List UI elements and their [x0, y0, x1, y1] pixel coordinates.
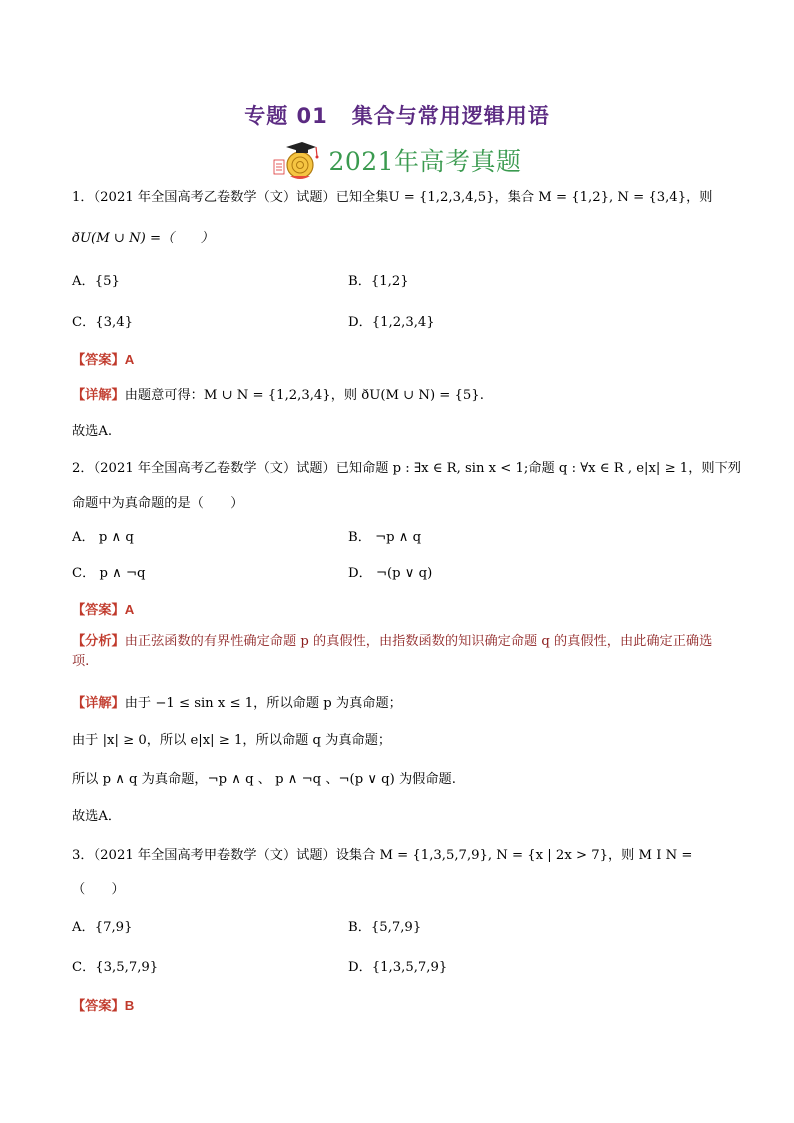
- q1-conclusion: 故选A.: [72, 424, 113, 439]
- q3-option-d: D．{1,3,5,7,9}: [348, 960, 448, 975]
- graduate-cartoon-logo-icon: [272, 138, 322, 182]
- q2-detail-line3: 所以 p ∧ q 为真命题，¬p ∧ q 、 p ∧ ¬q 、¬(p ∨ q) 为假命题.: [72, 772, 456, 787]
- answer-value: B: [124, 998, 135, 1013]
- page-title: [0, 100, 794, 130]
- title-topic-number: 专题 01: [244, 104, 328, 128]
- q1-option-a: A．{5}: [72, 274, 120, 289]
- q2-option-c: C． p ∧ ¬q: [72, 566, 146, 581]
- answer-value: A: [124, 602, 135, 617]
- q2-conclusion: 故选A．: [72, 809, 122, 824]
- detail-tag: 【详解】: [72, 388, 125, 403]
- detail-text: 由于 −1 ≤ sin x ≤ 1，所以命题 p 为真命题；: [124, 696, 402, 711]
- q2-detail: [72, 694, 402, 714]
- detail-text: 由题意可得：M ∪ N = {1,2,3,4}，则 ðU(M ∪ N) = {5}.: [124, 388, 484, 403]
- analysis-text: 由正弦函数的有界性确定命题 p 的真假性，由指数函数的知识确定命题 q 的真假性，由此确定正确选项.: [72, 634, 713, 669]
- q2-option-a: A． p ∧ q: [72, 530, 134, 545]
- q3-option-c: C．{3,5,7,9}: [72, 960, 159, 975]
- q2-option-b: B． ¬p ∧ q: [348, 530, 422, 545]
- answer-tag: 【答案】: [72, 603, 125, 618]
- q1-detail: [72, 386, 484, 406]
- q1-option-d: D．{1,2,3,4}: [348, 315, 435, 330]
- banner-text: 2021年高考真题: [328, 147, 522, 176]
- q3-option-b: B．{5,7,9}: [348, 920, 422, 935]
- q2-option-d: D． ¬(p ∨ q): [348, 566, 433, 581]
- q3-option-a: A．{7,9}: [72, 920, 133, 935]
- detail-tag: 【详解】: [72, 696, 125, 711]
- answer-value: A: [124, 352, 135, 367]
- title-topic-name: 集合与常用逻辑用语: [351, 104, 550, 128]
- q1-option-c: C．{3,4}: [72, 315, 134, 330]
- q2-detail-line2: 由于 |x| ≥ 0，所以 e|x| ≥ 1，所以命题 q 为真命题；: [72, 733, 392, 748]
- analysis-tag: 【分析】: [72, 634, 125, 649]
- q2-stem-line1: 2．（2021 年全国高考乙卷数学（文）试题）已知命题 p : ∃x ∈ R, sin x < 1;命题 q : ∀x ∈ R , e|x| ≥ 1，则下列: [72, 461, 741, 476]
- answer-tag: 【答案】: [72, 999, 125, 1014]
- section-banner: [0, 138, 794, 182]
- answer-tag: 【答案】: [72, 353, 125, 368]
- q3-stem-line1: 3．（2021 年全国高考甲卷数学（文）试题）设集合 M = {1,3,5,7,9}, N = {x | 2x > 7}，则 M I N =: [72, 848, 693, 863]
- q1-option-b: B．{1,2}: [348, 274, 409, 289]
- q3-stem-line2: （ ）: [72, 882, 125, 897]
- q2-stem-line2: 命题中为真命题的是（ ）: [72, 496, 244, 511]
- q3-answer: [72, 996, 134, 1017]
- q1-stem-line1: 1．（2021 年全国高考乙卷数学（文）试题）已知全集U = {1,2,3,4,5}，集合 M = {1,2}, N = {3,4}，则: [72, 190, 713, 205]
- q2-analysis: [72, 632, 724, 672]
- q1-stem-line2: ðU(M ∪ N) =（ ）: [72, 231, 214, 246]
- q1-answer: [72, 350, 134, 371]
- q2-answer: [72, 600, 134, 621]
